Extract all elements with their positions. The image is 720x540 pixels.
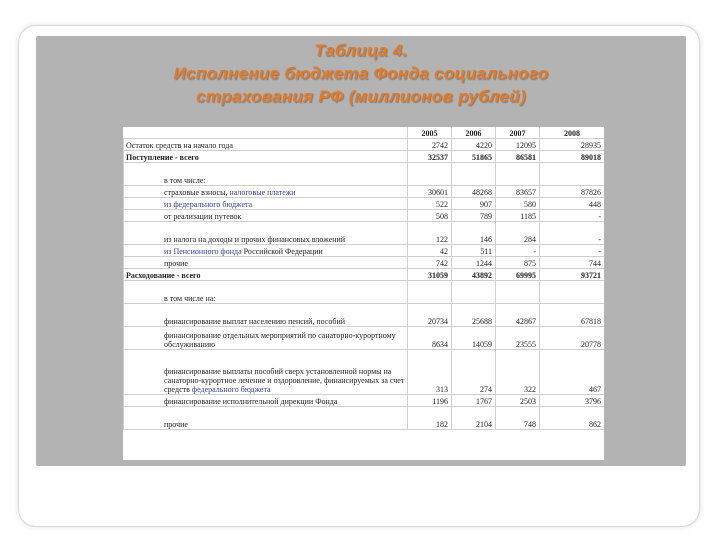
row-value: 748 xyxy=(496,407,540,430)
row-label-link[interactable]: из федерального бюджета xyxy=(164,200,253,209)
row-value: 8634 xyxy=(408,327,452,350)
table-row xyxy=(124,163,605,186)
row-value: 1244 xyxy=(452,257,496,269)
row-label-link[interactable]: из Пенсионного фонда xyxy=(164,247,242,256)
row-value: 31059 xyxy=(408,269,452,281)
row-value: 1185 xyxy=(496,210,540,222)
row-value: 875 xyxy=(496,257,540,269)
row-value: 580 xyxy=(496,198,540,210)
row-value: 42867 xyxy=(496,304,540,327)
row-value xyxy=(408,281,452,304)
row-value: 83657 xyxy=(496,186,540,198)
row-value: 87826 xyxy=(540,186,605,198)
row-value: 32537 xyxy=(408,151,452,163)
row-value: 508 xyxy=(408,210,452,222)
row-value: 43892 xyxy=(452,269,496,281)
table-row xyxy=(124,222,605,245)
row-value: 744 xyxy=(540,257,605,269)
row-value: 862 xyxy=(540,407,605,430)
table-row xyxy=(124,139,605,151)
row-value: 2503 xyxy=(496,395,540,407)
row-value: 67818 xyxy=(540,304,605,327)
row-value: 511 xyxy=(452,245,496,257)
row-label xyxy=(124,186,408,198)
title-line-2: Исполнение бюджета Фонда социального xyxy=(173,64,549,83)
table-row xyxy=(124,304,605,327)
row-value xyxy=(496,163,540,186)
row-value: 30601 xyxy=(408,186,452,198)
row-value: 322 xyxy=(496,350,540,395)
row-value: 448 xyxy=(540,198,605,210)
row-value xyxy=(408,163,452,186)
table-row xyxy=(124,395,605,407)
row-value: - xyxy=(540,210,605,222)
table-row xyxy=(124,350,605,395)
row-value: - xyxy=(540,245,605,257)
row-value: 907 xyxy=(452,198,496,210)
row-label-link[interactable]: налоговые платежи xyxy=(229,188,296,197)
row-label: Остаток средств на начало года xyxy=(124,139,408,151)
row-value: 122 xyxy=(408,222,452,245)
row-value: 742 xyxy=(408,257,452,269)
row-label-text: Российской Федерации xyxy=(241,247,323,256)
table-row xyxy=(124,198,605,210)
table-row xyxy=(124,210,605,222)
row-label: прочие xyxy=(124,407,408,430)
row-label: прочие xyxy=(124,257,408,269)
row-value: 51865 xyxy=(452,151,496,163)
row-value: 25688 xyxy=(452,304,496,327)
header-year-2006: 2006 xyxy=(452,127,496,139)
header-year-2008: 2008 xyxy=(540,127,605,139)
header-blank xyxy=(124,127,408,139)
row-value: 522 xyxy=(408,198,452,210)
row-value: 20778 xyxy=(540,327,605,350)
row-value: 3796 xyxy=(540,395,605,407)
row-value: - xyxy=(496,245,540,257)
table-body xyxy=(124,139,605,430)
row-label xyxy=(124,350,408,395)
header-year-2005: 2005 xyxy=(408,127,452,139)
row-value: 789 xyxy=(452,210,496,222)
row-value: 69995 xyxy=(496,269,540,281)
row-value xyxy=(452,281,496,304)
header-year-2007: 2007 xyxy=(496,127,540,139)
row-value: 1196 xyxy=(408,395,452,407)
table-row xyxy=(124,245,605,257)
table-row xyxy=(124,327,605,350)
table-row xyxy=(124,186,605,198)
row-label: в том числе на: xyxy=(124,281,408,304)
row-value xyxy=(496,281,540,304)
row-value: 182 xyxy=(408,407,452,430)
row-label: Поступление - всего xyxy=(124,151,408,163)
row-label-link[interactable]: федерального бюджета xyxy=(191,385,271,394)
row-label-text: страховые взносы, xyxy=(164,188,230,197)
budget-table xyxy=(123,127,604,430)
table-header-row xyxy=(124,127,605,139)
title-line-1: Таблица 4. xyxy=(314,41,408,60)
table-row xyxy=(124,269,605,281)
table-row xyxy=(124,257,605,269)
table-row xyxy=(124,151,605,163)
title-line-3: страхования РФ (миллионов рублей) xyxy=(196,87,526,106)
row-value: 93721 xyxy=(540,269,605,281)
row-label: финансирование отдельных мероприятий по санаторно-курортному обслуживанию xyxy=(124,327,408,350)
row-label: Расходование - всего xyxy=(124,269,408,281)
row-label xyxy=(124,198,408,210)
row-value xyxy=(540,163,605,186)
row-value: 313 xyxy=(408,350,452,395)
row-label-text: финансирование выплаты пособий сверх установленной нормы на санаторно-курортное лечение и оздоровление, финансируемых за счет средств xyxy=(164,367,405,394)
row-label: в том числе: xyxy=(124,163,408,186)
row-value: 146 xyxy=(452,222,496,245)
row-value: 2104 xyxy=(452,407,496,430)
row-value: 86581 xyxy=(496,151,540,163)
row-label: финансирование выплат населению пенсий, пособий xyxy=(124,304,408,327)
row-value: 284 xyxy=(496,222,540,245)
row-value: 42 xyxy=(408,245,452,257)
row-value: 2742 xyxy=(408,139,452,151)
row-value: 48268 xyxy=(452,186,496,198)
table-row xyxy=(124,281,605,304)
row-value xyxy=(540,281,605,304)
row-value: 12095 xyxy=(496,139,540,151)
row-value: 14059 xyxy=(452,327,496,350)
row-value: 23555 xyxy=(496,327,540,350)
slide-title xyxy=(36,39,686,108)
row-value: 1767 xyxy=(452,395,496,407)
row-value xyxy=(452,163,496,186)
row-label: из налога на доходы и прочих финансовых вложений xyxy=(124,222,408,245)
budget-table-sheet xyxy=(123,127,604,460)
row-label xyxy=(124,245,408,257)
row-value: 20734 xyxy=(408,304,452,327)
row-label: от реализации путевок xyxy=(124,210,408,222)
row-value: - xyxy=(540,222,605,245)
table-row xyxy=(124,407,605,430)
row-label: финансирование исполнительной дирекции Фонда xyxy=(124,395,408,407)
row-value: 89018 xyxy=(540,151,605,163)
row-value: 467 xyxy=(540,350,605,395)
row-value: 4220 xyxy=(452,139,496,151)
row-value: 274 xyxy=(452,350,496,395)
row-value: 28935 xyxy=(540,139,605,151)
